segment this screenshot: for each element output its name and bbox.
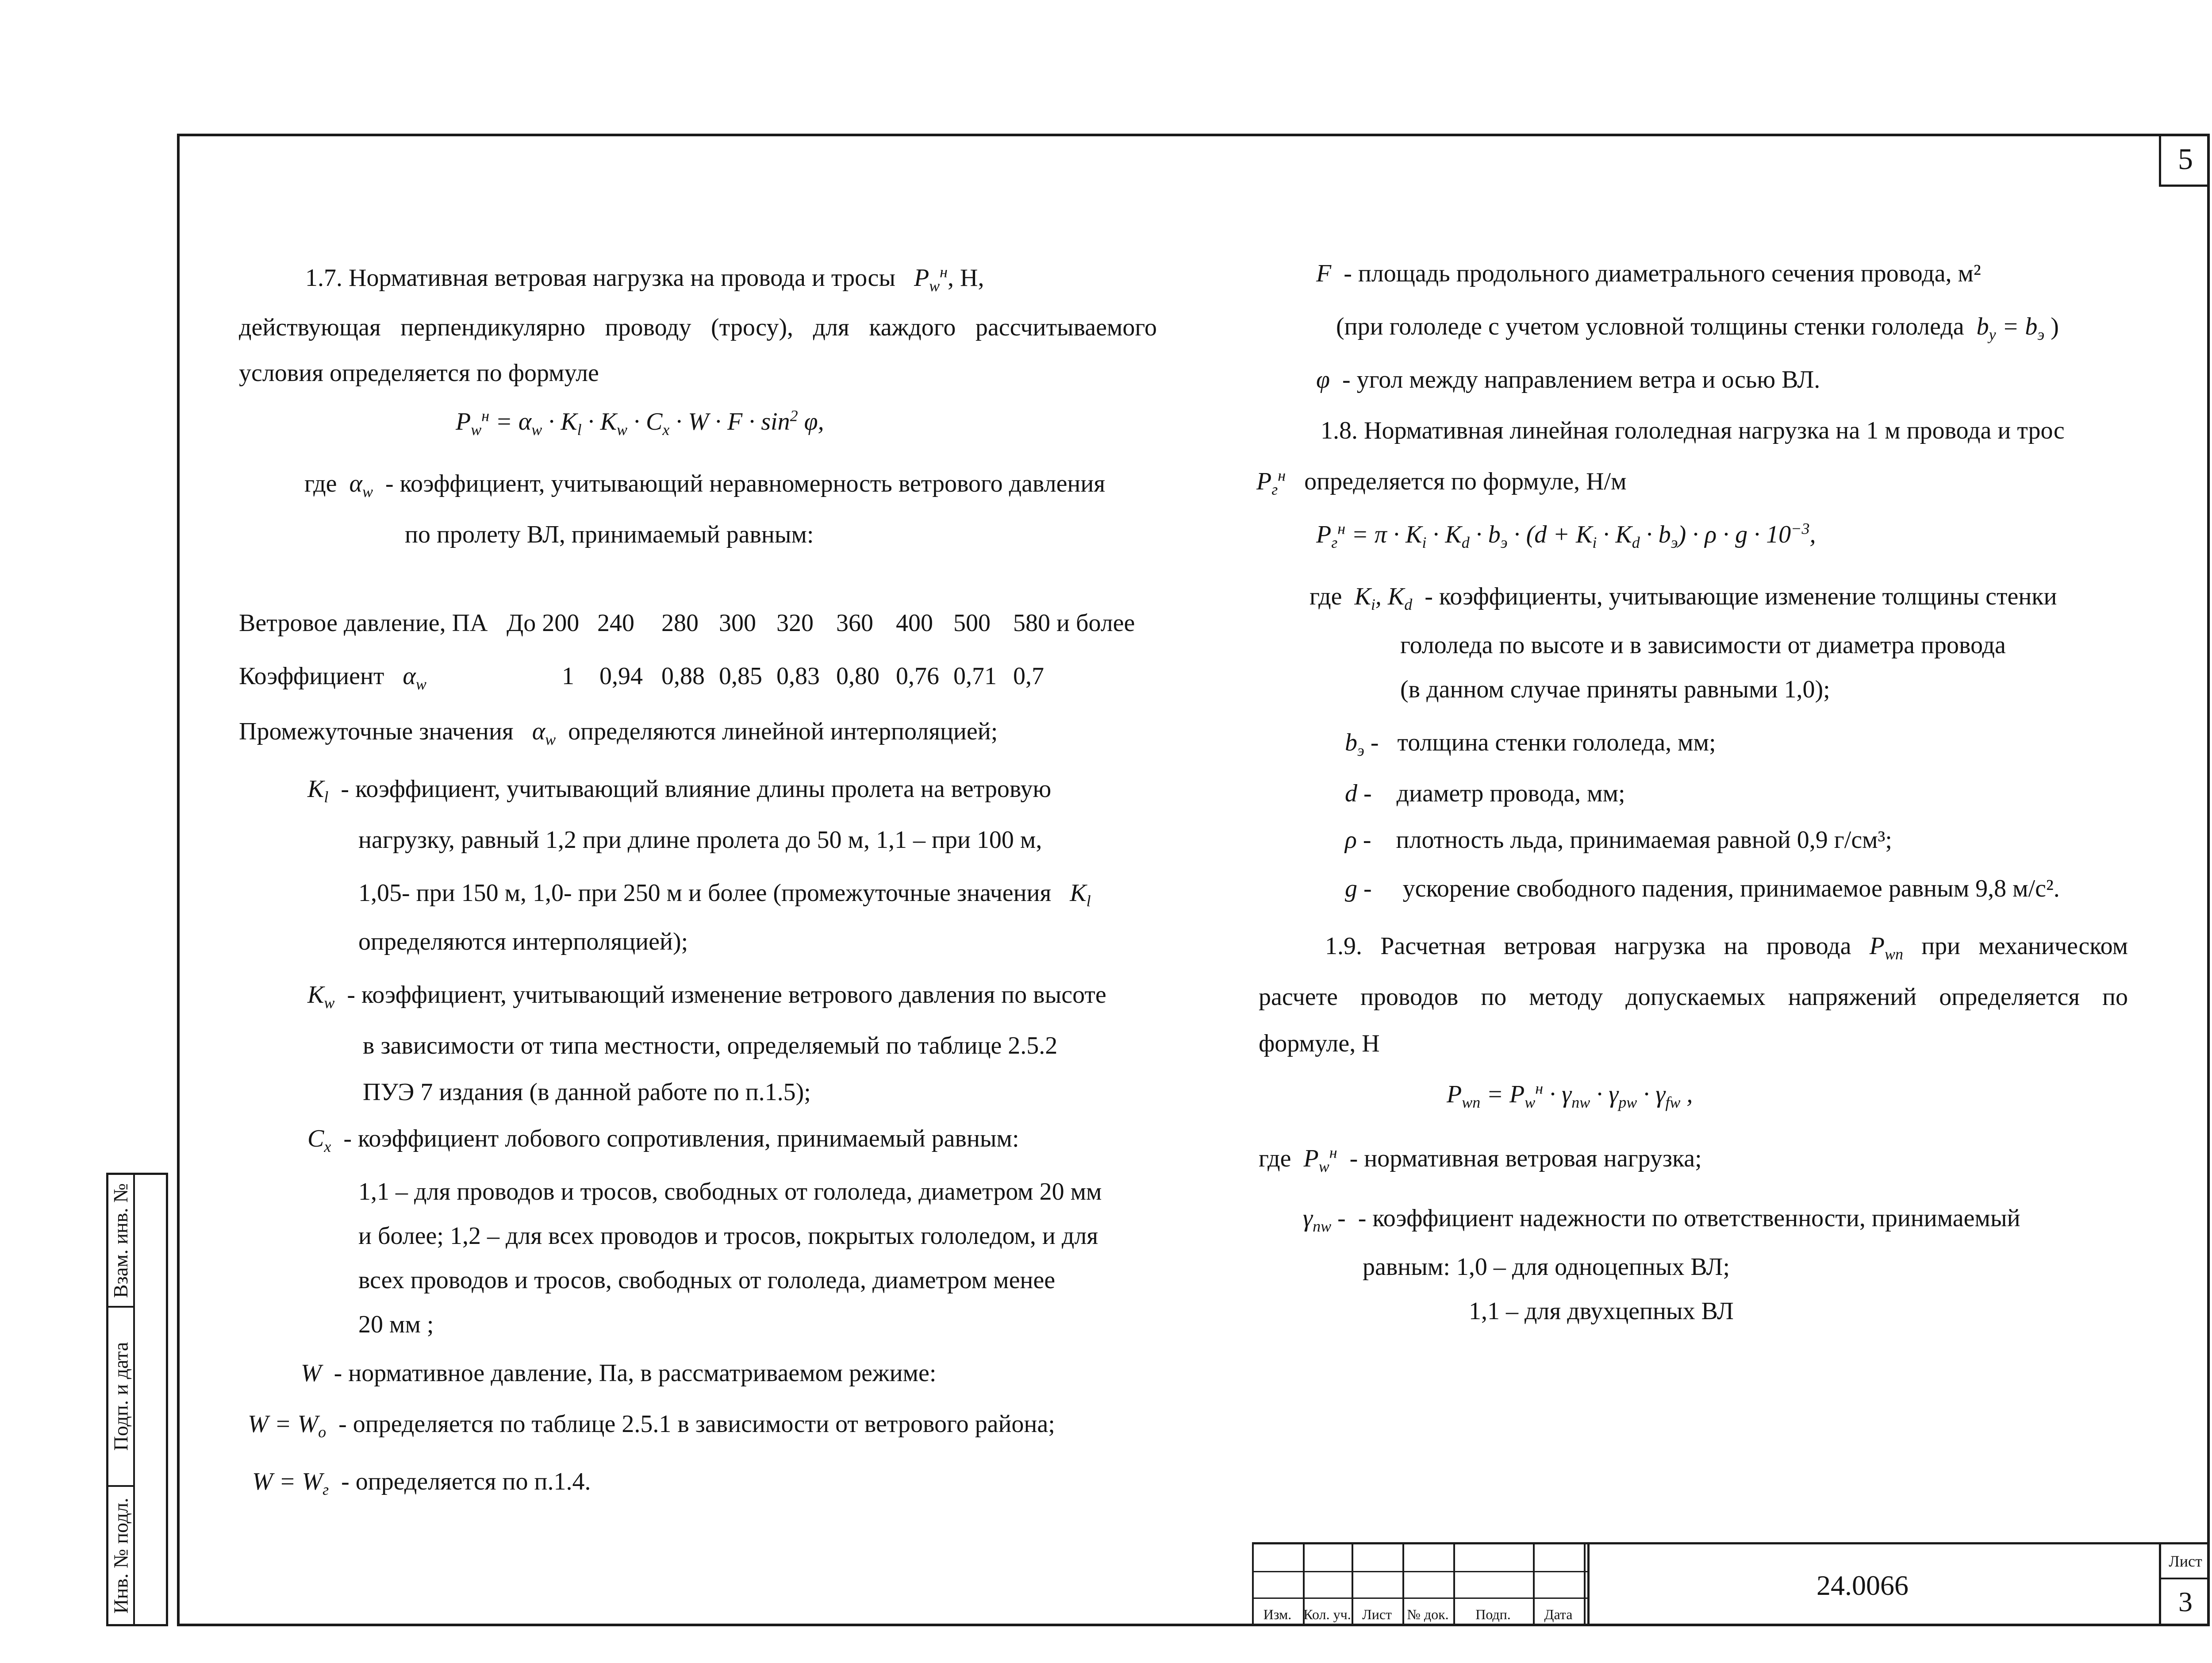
pg-symbol: $P_г^н$ — [1256, 466, 1286, 499]
g-symbol: g - — [1345, 875, 1397, 902]
p17-unit: , Н, — [948, 264, 984, 292]
f-desc-2: (при гололеде с учетом условной толщины стенки гололеда — [1336, 313, 1964, 340]
alpha-desc-2: по пролету ВЛ, принимаемый равным: — [405, 521, 814, 548]
stamp-col-sign: Подп. — [1475, 1606, 1511, 1622]
p19-line2: расчете проводов по методу допускаемых напряжений определяется по — [1259, 983, 2128, 1011]
top-page-number: 5 — [2159, 134, 2210, 187]
side-stamp — [106, 1173, 168, 1626]
wind-formula: $P_w^н = \alpha_w \cdot K_l \cdot K_w \cdot C_x \cdot W \cdot F \cdot \sin^2 \varphi$, — [456, 407, 824, 439]
kw-desc-3: ПУЭ 7 издания (в данной работе по п.1.5); — [363, 1078, 811, 1106]
document-code: 24.0066 — [1816, 1569, 1909, 1601]
where-label: где — [304, 470, 337, 497]
ki-kd-symbol: $K_i$, $K_d$ — [1348, 583, 1413, 614]
g-desc: ускорение свободного падения, принимаемое равным 9,8 м/с². — [1402, 875, 2060, 902]
p17-line3: условия определяется по формуле — [239, 359, 599, 387]
cx-desc-5: 20 мм ; — [358, 1311, 434, 1338]
kl-desc: - коэффициент, учитывающий влияние длины пролета на ветровую — [341, 775, 1052, 803]
sheet-box — [2159, 1544, 2210, 1626]
side-cell-signature — [108, 1308, 135, 1487]
stamp-col-izm: Изм. — [1263, 1606, 1292, 1622]
ki-where: где — [1310, 583, 1342, 610]
d-desc: диаметр провода, мм; — [1396, 780, 1625, 807]
title-block — [1252, 1542, 2210, 1626]
stamp-col-date: Дата — [1544, 1606, 1573, 1622]
ki-desc-3: (в данном случае приняты равными 1,0); — [1400, 676, 1830, 703]
kl-desc-3: 1,05- при 150 м, 1,0- при 250 м и более (промежуточные значения — [358, 879, 1052, 907]
table-cell: 0,71 — [953, 662, 997, 690]
w-desc: - нормативное давление, Па, в рассматриваемом режиме: — [334, 1359, 937, 1387]
w-desc-3: - определяется по п.1.4. — [341, 1468, 591, 1495]
gamma-desc-3: 1,1 – для двухцепных ВЛ — [1469, 1297, 1734, 1325]
table-cell: 300 — [719, 609, 756, 637]
p17-heading: 1.7. Нормативная ветровая нагрузка на провода и тросы — [305, 264, 895, 292]
f-symbol: F — [1316, 260, 1338, 287]
cx-desc-2: 1,1 – для проводов и тросов, свободных от гололеда, диаметром 20 мм — [358, 1178, 1102, 1205]
table-cell: 0,88 — [661, 662, 705, 690]
kl-desc-2: нагрузку, равный 1,2 при длине пролета до 50 м, 1,1 – при 100 м, — [358, 826, 1042, 854]
norm-wind-desc: - нормативная ветровая нагрузка; — [1349, 1145, 1702, 1172]
table-header: Ветровое давление, ПА — [239, 609, 488, 637]
f-desc: - площадь продольного диаметрального сечения провода, м² — [1344, 260, 1981, 287]
kw-desc-2: в зависимости от типа местности, определяемый по таблице 2.5.2 — [363, 1032, 1058, 1059]
kw-desc: - коэффициент, учитывающий изменение ветрового давления по высоте — [347, 981, 1106, 1009]
table-cell: 0,85 — [719, 662, 762, 690]
sheet-number: 3 — [2178, 1586, 2193, 1617]
w-wg-symbol: $W = W_г$ — [252, 1468, 329, 1499]
d-symbol: d - — [1345, 780, 1390, 807]
gamma-desc: - коэффициент надежности по ответственности, принимаемый — [1358, 1205, 2020, 1232]
kw-symbol: $K_w$ — [307, 981, 335, 1012]
table-cell: 0,80 — [836, 662, 879, 690]
p17-line2: действующая перпендикулярно проводу (тросу), для каждого рассчитываемого — [239, 314, 1157, 341]
table-cell: 500 — [953, 609, 991, 637]
kl-symbol: $K_l$ — [1057, 879, 1091, 910]
table-cell: 240 — [597, 609, 634, 637]
stamp-col-doc: № док. — [1407, 1606, 1449, 1622]
w-wo-symbol: $W = W_o$ — [248, 1410, 326, 1441]
cx-desc-3: и более; 1,2 – для всех проводов и тросов, покрытых гололедом, и для — [358, 1222, 1098, 1250]
table-cell: 580 и более — [1013, 609, 1135, 637]
alpha-symbol: $\alpha_w$ — [343, 470, 373, 501]
stamp-col-list: Лист — [1362, 1606, 1392, 1622]
table-cell: 0,94 — [599, 662, 643, 690]
p18-line2: определяется по формуле, Н/м — [1304, 468, 1627, 495]
table-cell: 0,83 — [776, 662, 820, 690]
be-symbol: $b_э$ - — [1345, 729, 1391, 760]
side-cell-replacement — [108, 1175, 135, 1308]
stamp-col-kol: Кол. уч. — [1303, 1606, 1351, 1622]
p19-line3: формуле, Н — [1259, 1030, 1380, 1057]
sheet-label: Лист — [2161, 1544, 2210, 1579]
ice-formula: $P_г^н = \pi \cdot K_i \cdot K_d \cdot b_э \cdot (d + K_i \cdot K_d \cdot b_э) \cdot \rho \cdot g \cdot 10^{-3}$, — [1316, 520, 1816, 552]
table-cell: 400 — [896, 609, 933, 637]
table-cell: 320 — [776, 609, 814, 637]
interp-text-2: определяются линейной интерполяцией; — [568, 718, 998, 745]
pwp-symbol: $P_{wп}$ — [1869, 932, 1903, 963]
pw-symbol: $P_w^н$ — [1297, 1143, 1337, 1176]
phi-desc: - угол между направлением ветра и осью ВЛ. — [1342, 366, 1820, 393]
table-cell: 0,76 — [896, 662, 939, 690]
gamma-desc-2: равным: 1,0 – для одноцепных ВЛ; — [1363, 1253, 1730, 1281]
side-label-replacement: Взам. инв. № — [109, 1183, 132, 1298]
cx-symbol: $C_x$ — [307, 1125, 331, 1156]
table-header: Коэффициент — [239, 662, 384, 690]
cx-desc-4: всех проводов и тросов, свободных от гололеда, диаметром менее — [358, 1266, 1056, 1294]
alpha-symbol: $\alpha_w$ — [519, 718, 556, 749]
by-be-symbol: $b_у = b_э$ — [1970, 313, 2045, 344]
p19-heading: 1.9. Расчетная ветровая нагрузка на провода — [1325, 932, 1851, 960]
side-label-signature: Подп. и дата — [109, 1342, 132, 1451]
pw-symbol: $P_w^н$ — [901, 263, 948, 295]
table-cell: 1 — [562, 662, 574, 690]
p18-heading: 1.8. Нормативная линейная гололедная нагрузка на 1 м провода и трос — [1321, 417, 2065, 444]
ki-desc-2: гололеда по высоте и в зависимости от диаметра провода — [1400, 631, 2006, 659]
interp-text: Промежуточные значения — [239, 718, 514, 745]
alpha-table-row2 — [239, 662, 1044, 693]
table-cell: До 200 — [507, 609, 580, 637]
p19-heading-b: при механическом — [1921, 932, 2128, 960]
kl-desc-4: определяются интерполяцией); — [358, 928, 688, 955]
rho-symbol: ρ - — [1345, 826, 1390, 854]
gde-label: где — [1259, 1145, 1291, 1172]
alpha-table-row1 — [239, 609, 1135, 637]
table-cell: 280 — [661, 609, 699, 637]
title-block-grid — [1252, 1544, 1588, 1626]
rho-desc: плотность льда, принимаемая равной 0,9 г/см³; — [1396, 826, 1892, 854]
table-cell: 0,7 — [1013, 662, 1044, 690]
design-wind-formula: $P_{wп} = P_w^н \cdot \gamma_{nw} \cdot \gamma_{pw} \cdot \gamma_{fw}$ , — [1447, 1079, 1693, 1112]
phi-symbol: φ — [1316, 366, 1336, 393]
gamma-nw-symbol: $\gamma_{nw}$ - — [1303, 1205, 1352, 1236]
ki-desc: - коэффициенты, учитывающие изменение толщины стенки — [1425, 583, 2057, 610]
kl-symbol: $K_l$ — [307, 775, 329, 806]
w-desc-2: - определяется по таблице 2.5.1 в зависимости от ветрового района; — [338, 1410, 1055, 1438]
cx-desc: - коэффициент лобового сопротивления, принимаемый равным: — [343, 1125, 1019, 1152]
alpha-desc: - коэффициент, учитывающий неравномерность ветрового давления — [385, 470, 1106, 497]
side-cell-original — [108, 1487, 135, 1624]
w-symbol: W — [301, 1359, 328, 1387]
side-label-original: Инв. № подл. — [109, 1497, 132, 1614]
alpha-symbol: $\alpha_w$ — [390, 662, 426, 693]
table-cell: 360 — [836, 609, 873, 637]
be-desc: толщина стенки гололеда, мм; — [1397, 729, 1716, 756]
